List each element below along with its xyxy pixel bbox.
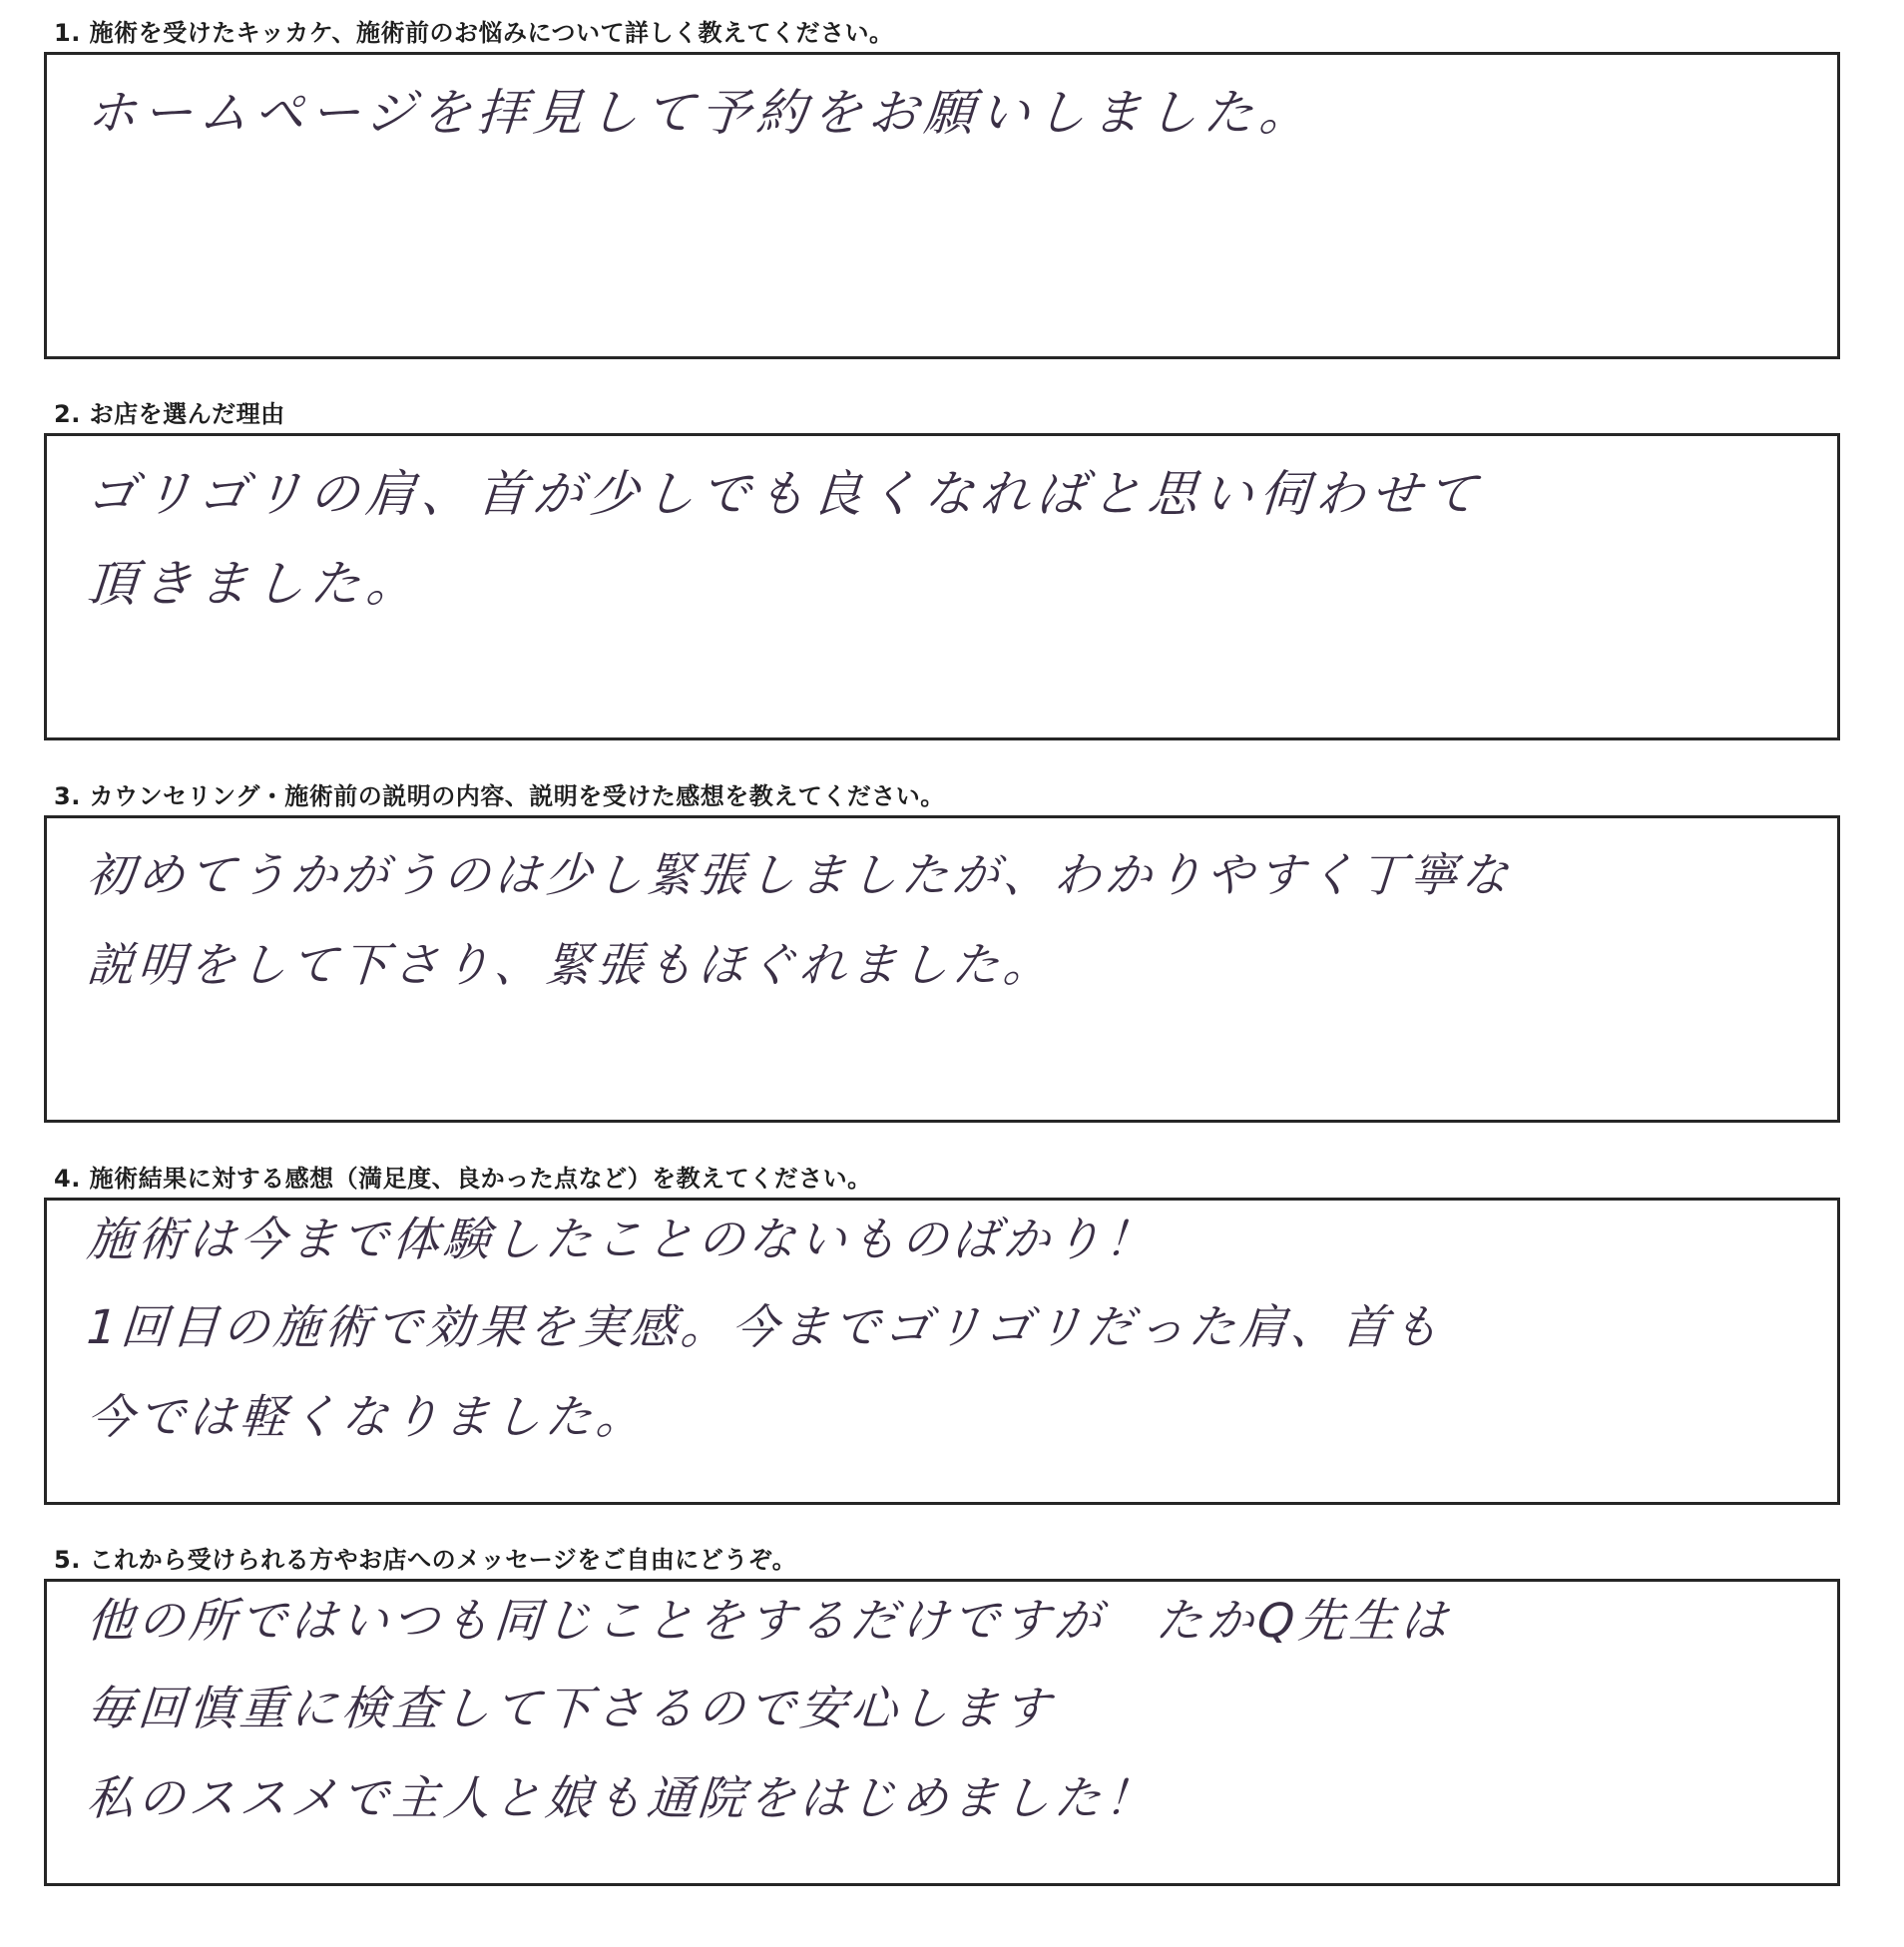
question-label-1: 1. 施術を受けたキッカケ、施術前のお悩みについて詳しく教えてください。 — [54, 19, 894, 47]
answer-1-line-1: ホームページを拝見して予約をお願いしました。 — [84, 84, 1318, 142]
answer-5-line-3: 私のススメで主人と娘も通院をはじめました！ — [85, 1771, 1158, 1826]
question-label-5: 5. これから受けられる方やお店へのメッセージをご自由にどうぞ。 — [54, 1546, 797, 1574]
answer-4-line-2: 1回目の施術で効果を実感。今までゴリゴリだった肩、首も — [85, 1300, 1445, 1355]
answer-box-5 — [44, 1579, 1840, 1886]
answer-3-line-2: 説明をして下さり、緊張もほぐれました。 — [85, 938, 1056, 993]
answer-5-line-2: 毎回慎重に検査して下さるので安心します — [85, 1682, 1056, 1736]
answer-5-line-1: 他の所ではいつも同じことをするだけですが たかQ先生は — [85, 1594, 1453, 1649]
answer-2-line-2: 頂きました。 — [84, 555, 425, 613]
answer-box-1 — [44, 52, 1840, 359]
answer-box-2 — [44, 433, 1840, 740]
answer-4-line-1: 施術は今まで体験したことのないものばかり！ — [85, 1213, 1158, 1267]
answer-box-4 — [44, 1198, 1840, 1505]
answer-box-3 — [44, 815, 1840, 1123]
answer-2-line-1: ゴリゴリの肩、首が少しでも良くなればと思い伺わせて — [84, 465, 1486, 523]
question-label-3: 3. カウンセリング・施術前の説明の内容、説明を受けた感想を教えてください。 — [54, 782, 945, 810]
question-label-2: 2. お店を選んだ理由 — [54, 400, 285, 428]
question-label-4: 4. 施術結果に対する感想（満足度、良かった点など）を教えてください。 — [54, 1165, 872, 1193]
answer-4-line-3: 今では軽くなりました。 — [85, 1390, 649, 1445]
answer-3-line-1: 初めてうかがうのは少し緊張しましたが、わかりやすく丁寧な — [85, 848, 1514, 903]
